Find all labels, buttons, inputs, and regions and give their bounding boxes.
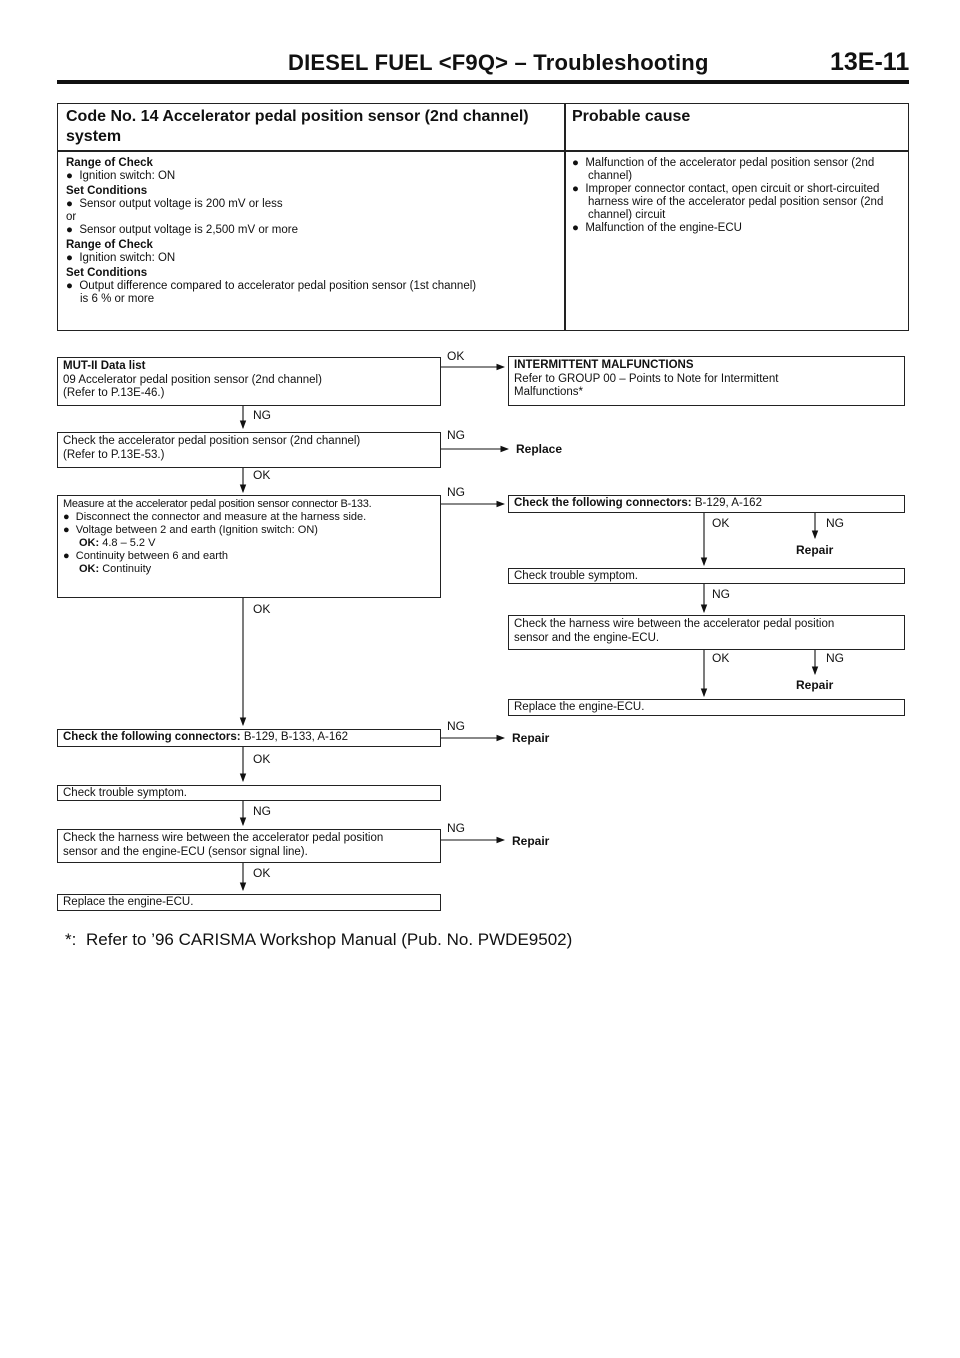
- bullet-icon: ●: [63, 511, 70, 523]
- right-harness-box: [508, 615, 905, 650]
- cause-item: Malfunction of the engine-ECU: [585, 222, 742, 234]
- label-ok: OK: [253, 602, 271, 616]
- connectors-label: Check the following connectors:: [63, 731, 241, 743]
- connectors-label: Check the following connectors:: [514, 497, 692, 509]
- right-replace-box: [508, 699, 905, 716]
- bullet-icon: ●: [572, 222, 579, 234]
- cause-item: Malfunction of the accelerator pedal position sensor (2nd channel): [585, 157, 875, 182]
- repair-text: Repair: [512, 834, 550, 848]
- ok-label: OK:: [79, 563, 100, 575]
- set-label-1: Set Conditions: [66, 185, 148, 197]
- trouble-symptom-text: Check trouble symptom.: [514, 570, 638, 582]
- set-item-1b: Sensor output voltage is 2,500 mV or more: [79, 224, 298, 236]
- harness-line-2: sensor and the engine-ECU.: [514, 631, 660, 644]
- replace-ecu-text: Replace the engine-ECU.: [514, 701, 645, 713]
- repair-text: Repair: [796, 678, 834, 692]
- cause-header: Probable cause: [572, 108, 691, 125]
- bullet-icon: ●: [63, 550, 70, 562]
- right-connectors-box: [508, 495, 905, 513]
- footnote-text: Refer to ’96 CARISMA Workshop Manual (Pub. No. PWDE9502): [86, 930, 573, 949]
- bullet-icon: ●: [66, 170, 73, 182]
- trouble-symptom-text: Check trouble symptom.: [63, 787, 187, 799]
- check-sensor-line-2: (Refer to P.13E-53.): [63, 448, 165, 461]
- page-title: DIESEL FUEL <F9Q> – Troubleshooting: [288, 50, 709, 75]
- label-ok: OK: [253, 468, 271, 482]
- left-connectors-box: [57, 729, 441, 747]
- repair-text: Repair: [796, 543, 834, 557]
- code-title: Code No. 14 Accelerator pedal position sensor (2nd channel) system: [66, 108, 529, 145]
- replace-ecu-text: Replace the engine-ECU.: [63, 896, 194, 908]
- connectors-value: B-129, B-133, A-162: [243, 731, 349, 743]
- label-ng: NG: [253, 408, 271, 422]
- connectors-value: B-129, A-162: [694, 497, 762, 509]
- bullet-icon: ●: [572, 183, 579, 195]
- label-ng: NG: [447, 428, 465, 442]
- replace-text: Replace: [516, 442, 563, 456]
- label-ng: NG: [826, 651, 844, 665]
- voltage-spec: 4.8 – 5.2 V: [102, 537, 156, 549]
- measure-box: [57, 495, 441, 598]
- bullet-icon: ●: [66, 224, 73, 236]
- left-harness-box: [57, 829, 441, 863]
- cause-item: Improper connector contact, open circuit or short-circuited harness wire of the accelerator pedal position sensor (2nd channel) circuit: [585, 183, 884, 221]
- set-item-2b: is 6 % or more: [80, 293, 155, 305]
- intermittent-line-1: Refer to GROUP 00 – Points to Note for Intermittent: [514, 372, 779, 385]
- measure-item-2: Voltage between 2 and earth (Ignition switch: ON): [75, 524, 318, 536]
- bullet-icon: ●: [572, 157, 579, 169]
- footnote-mark: *:: [65, 930, 77, 949]
- intermittent-title: INTERMITTENT MALFUNCTIONS: [514, 359, 694, 371]
- label-ng: NG: [712, 587, 730, 601]
- intermittent-box: [508, 356, 905, 406]
- harness-line-2: sensor and the engine-ECU (sensor signal line).: [63, 845, 308, 858]
- measure-title: Measure at the accelerator pedal position sensor connector B-133.: [63, 498, 372, 510]
- range-item-1: Ignition switch: ON: [79, 170, 176, 182]
- ok-label: OK:: [79, 537, 100, 549]
- range-label-2: Range of Check: [66, 239, 153, 251]
- bullet-icon: ●: [66, 198, 73, 210]
- harness-line-1: Check the harness wire between the accelerator pedal position: [514, 618, 835, 630]
- mut-title: MUT-II Data list: [63, 360, 146, 372]
- bullet-icon: ●: [66, 252, 73, 264]
- set-item-2a: Output difference compared to accelerator pedal position sensor (1st channel): [79, 280, 477, 292]
- label-ok: OK: [253, 752, 271, 766]
- bullet-icon: ●: [66, 280, 73, 292]
- mut-data-list-box: [57, 357, 441, 406]
- label-ok: OK: [712, 651, 730, 665]
- label-ng: NG: [447, 719, 465, 733]
- label-ok: OK: [253, 866, 271, 880]
- label-ok: OK: [447, 349, 465, 363]
- check-sensor-box: [57, 432, 441, 468]
- range-item-2: Ignition switch: ON: [79, 252, 176, 264]
- continuity-spec: Continuity: [102, 563, 152, 575]
- label-ng: NG: [447, 485, 465, 499]
- repair-text: Repair: [512, 731, 550, 745]
- left-replace-box: [57, 894, 441, 911]
- bullet-icon: ●: [63, 524, 70, 536]
- or-text: or: [66, 211, 77, 223]
- range-label-1: Range of Check: [66, 157, 153, 169]
- page-number: 13E-11: [830, 48, 910, 76]
- intermittent-line-2: Malfunctions*: [514, 386, 584, 398]
- label-ng: NG: [826, 516, 844, 530]
- harness-line-1: Check the harness wire between the accelerator pedal position: [63, 832, 384, 844]
- label-ng: NG: [447, 821, 465, 835]
- label-ng: NG: [253, 804, 271, 818]
- mut-line-1: 09 Accelerator pedal position sensor (2nd channel): [63, 373, 322, 386]
- measure-item-3: Continuity between 6 and earth: [75, 550, 229, 562]
- mut-line-2: (Refer to P.13E-46.): [63, 387, 165, 399]
- left-trouble-box: [57, 785, 441, 801]
- set-label-2: Set Conditions: [66, 267, 148, 279]
- check-sensor-line-1: Check the accelerator pedal position sensor (2nd channel): [63, 435, 361, 447]
- right-trouble-box: [508, 568, 905, 584]
- set-item-1a: Sensor output voltage is 200 mV or less: [79, 198, 283, 210]
- measure-item-1: Disconnect the connector and measure at the harness side.: [75, 511, 367, 523]
- label-ok: OK: [712, 516, 730, 530]
